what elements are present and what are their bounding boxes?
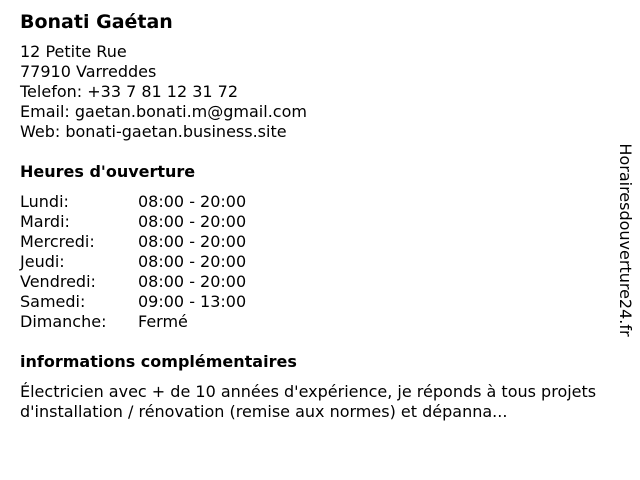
- opening-hours-heading: Heures d'ouverture: [20, 162, 196, 181]
- hours-time: 09:00 - 13:00: [138, 292, 247, 311]
- hours-row-tuesday: [20, 212, 610, 232]
- hours-day: Mercredi:: [20, 232, 95, 251]
- hours-row-wednesday: [20, 232, 610, 252]
- address-city: 77910 Varreddes: [20, 62, 157, 81]
- hours-day: Samedi:: [20, 292, 86, 311]
- business-name: Bonati Gaétan: [20, 11, 173, 33]
- hours-day: Jeudi:: [20, 252, 65, 271]
- website-address: Web: bonati-gaetan.business.site: [20, 122, 287, 141]
- hours-time: 08:00 - 20:00: [138, 212, 247, 231]
- hours-day: Mardi:: [20, 212, 70, 231]
- address-street: 12 Petite Rue: [20, 42, 127, 61]
- hours-time: 08:00 - 20:00: [138, 232, 247, 251]
- hours-row-friday: [20, 272, 610, 292]
- hours-time: Fermé: [138, 312, 188, 331]
- hours-time: 08:00 - 20:00: [138, 272, 247, 291]
- hours-row-sunday: [20, 312, 610, 332]
- site-watermark: Horairesdouverture24.fr: [616, 143, 635, 337]
- phone-number: Telefon: +33 7 81 12 31 72: [20, 82, 239, 101]
- hours-day: Dimanche:: [20, 312, 107, 331]
- hours-time: 08:00 - 20:00: [138, 252, 247, 271]
- additional-info-text: Électricien avec + de 10 années d'expérience, je réponds à tous projets d'installation / rénovation (remise aux normes) et dépanna...: [20, 382, 597, 421]
- hours-row-monday: [20, 192, 610, 212]
- business-card: [20, 10, 610, 422]
- email-address: Email: gaetan.bonati.m@gmail.com: [20, 102, 307, 121]
- hours-day: Vendredi:: [20, 272, 96, 291]
- hours-day: Lundi:: [20, 192, 69, 211]
- additional-info-heading: informations complémentaires: [20, 352, 297, 371]
- hours-row-saturday: [20, 292, 610, 312]
- hours-time: 08:00 - 20:00: [138, 192, 247, 211]
- opening-hours-list: [20, 192, 610, 332]
- hours-row-thursday: [20, 252, 610, 272]
